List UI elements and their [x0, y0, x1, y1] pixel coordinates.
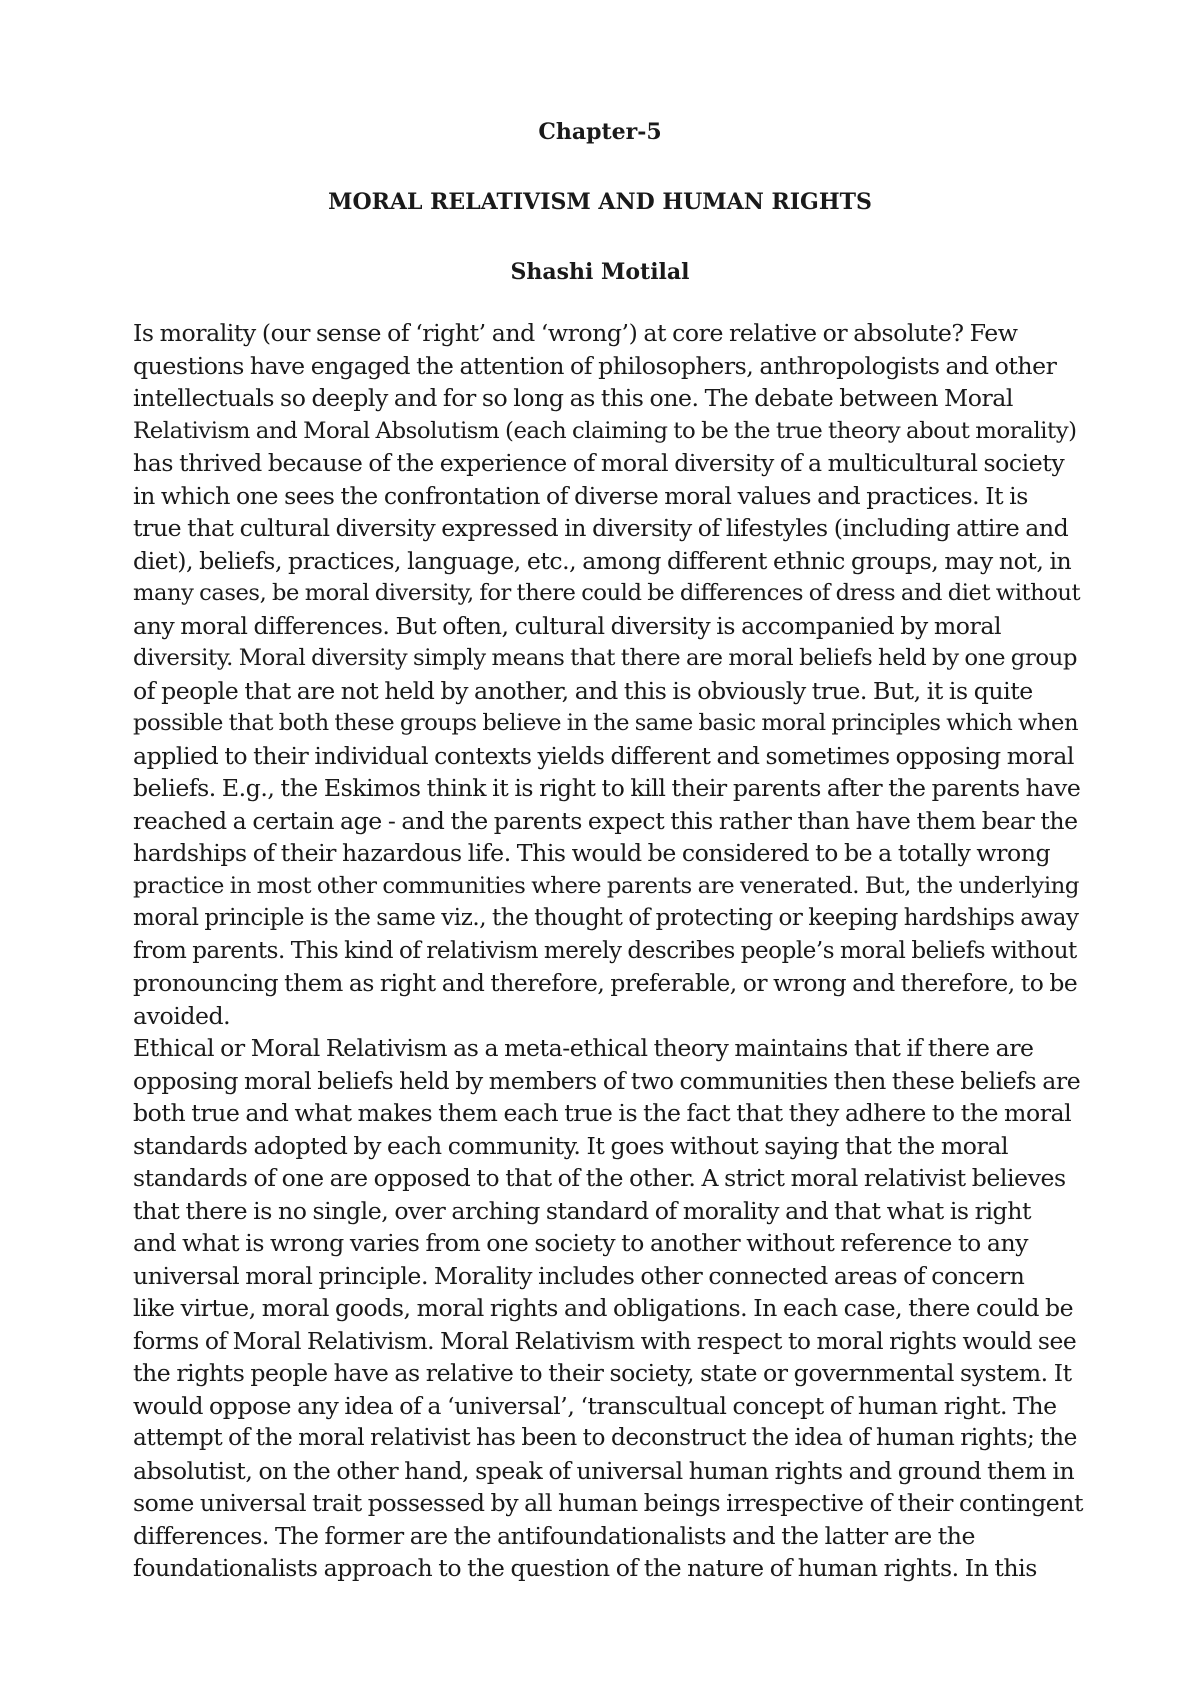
text-line: possible that both these groups believe in the same basic moral principles which when — [133, 710, 1079, 736]
text-line: practice in most other communities where parents are venerated. But, the underlying — [133, 872, 1080, 899]
text-line: the rights people have as relative to their society, state or governmental system. It — [133, 1359, 1072, 1387]
text-line: differences. The former are the antifoundationalists and the latter are the — [133, 1521, 976, 1550]
text-line: both true and what makes them each true is the fact that they adhere to the moral — [133, 1099, 1072, 1127]
text-line: in which one sees the confrontation of diverse moral values and practices. It is — [133, 481, 1028, 510]
text-line: hardships of their hazardous life. This would be considered to be a totally wrong — [133, 839, 1051, 867]
text-line: beliefs. E.g., the Eskimos think it is right to kill their parents after the parents have — [133, 774, 1081, 802]
text-line: Ethical or Moral Relativism as a meta-ethical theory maintains that if there are — [133, 1034, 1034, 1062]
text-line: from parents. This kind of relativism merely describes people’s moral beliefs without — [133, 937, 1077, 964]
text-line: universal moral principle. Morality includes other connected areas of concern — [133, 1261, 1025, 1290]
text-line: forms of Moral Relativism. Moral Relativism with respect to moral rights would see — [133, 1326, 1077, 1355]
author-name: Shashi Motilal — [510, 259, 690, 285]
text-line: standards of one are opposed to that of the other. A strict moral relativist believes — [133, 1164, 1066, 1192]
text-line: that there is no single, over arching standard of morality and that what is right — [133, 1196, 1031, 1225]
text-line: Is morality (our sense of ‘right’ and ‘wrong’) at core relative or absolute? Few — [133, 319, 1018, 347]
text-line: reached a certain age - and the parents expect this rather than have them bear the — [133, 806, 1078, 835]
text-line: true that cultural diversity expressed in diversity of lifestyles (including attire and — [133, 514, 1069, 542]
text-line: moral principle is the same viz., the thought of protecting or keeping hardships away — [133, 905, 1079, 931]
text-line: intellectuals so deeply and for so long as this one. The debate between Moral — [133, 384, 1014, 412]
text-line: pronouncing them as right and therefore, preferable, or wrong and therefore, to be — [133, 969, 1078, 997]
text-line: applied to their individual contexts yields different and sometimes opposing moral — [133, 741, 1074, 770]
text-line: avoided. — [133, 1001, 231, 1030]
text-line: of people that are not held by another, and this is obviously true. But, it is quite — [133, 676, 1033, 705]
text-line: foundationalists approach to the question of the nature of human rights. In this — [133, 1554, 1037, 1582]
text-line: diversity. Moral diversity simply means that there are moral beliefs held by one group — [133, 645, 1078, 671]
text-line: would oppose any idea of a ‘universal’, ‘transcultual concept of human right. The — [133, 1391, 1057, 1420]
text-line: any moral differences. But often, cultural diversity is accompanied by moral — [133, 611, 1002, 640]
text-line: and what is wrong varies from one society to another without reference to any — [133, 1229, 1029, 1257]
text-line: opposing moral beliefs held by members of two communities then these beliefs are — [133, 1066, 1081, 1095]
text-line: standards adopted by each community. It goes without saying that the moral — [133, 1131, 1009, 1160]
text-line: absolutist, on the other hand, speak of universal human rights and ground them in — [133, 1456, 1075, 1485]
text-line: some universal trait possessed by all human beings irrespective of their contingent — [133, 1489, 1084, 1517]
text-line: like virtue, moral goods, moral rights and obligations. In each case, there could be — [133, 1294, 1074, 1322]
text-line: diet), beliefs, practices, language, etc., among different ethnic groups, may not, in — [133, 546, 1072, 575]
chapter-heading: Chapter-5 — [538, 119, 662, 145]
text-line: many cases, be moral diversity, for there could be differences of dress and diet without — [133, 580, 1081, 606]
chapter-title: MORAL RELATIVISM AND HUMAN RIGHTS — [328, 189, 872, 215]
text-line: questions have engaged the attention of philosophers, anthropologists and other — [133, 351, 1057, 380]
body-text — [133, 317, 1083, 1585]
text-line: attempt of the moral relativist has been to deconstruct the idea of human rights; the — [133, 1424, 1077, 1451]
text-line: has thrived because of the experience of moral diversity of a multicultural society — [133, 449, 1065, 477]
text-line: Relativism and Moral Absolutism (each claiming to be the true theory about morality) — [133, 417, 1077, 444]
